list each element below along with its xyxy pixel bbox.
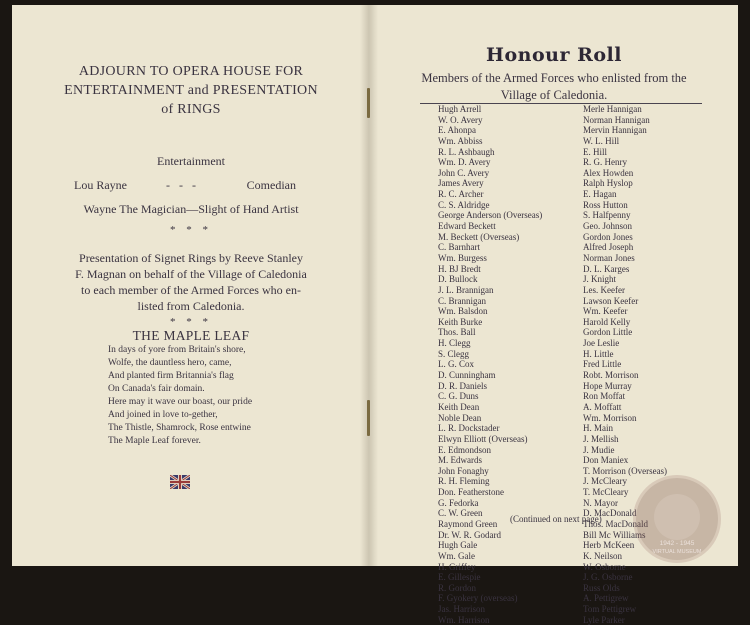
honour-roll-name: D. MacDonald [583,508,637,519]
heading-line: of RINGS [161,102,221,117]
paragraph-line: F. Magnan on behalf of the Village of Caledonia [75,267,307,281]
honour-roll-name: S. Halfpenny [583,210,631,221]
honour-roll-name: Jas. Harrison [438,604,485,615]
honour-roll-name: C. S. Aldridge [438,199,490,210]
honour-roll-name: Herb McKeen [583,540,635,551]
honour-roll-name: D. Bullock [438,274,478,285]
paragraph-line: to each member of the Armed Forces who en- [81,283,301,297]
honour-roll-name: Noble Dean [438,412,482,423]
poem-line: Wolfe, the dauntless hero, came, [108,358,232,368]
honour-roll-name: Alfred Joseph [583,242,634,253]
honour-roll-name: John Fonaghy [438,465,489,476]
union-jack-flag-icon [170,475,190,489]
honour-roll-name: M. Edwards [438,455,482,466]
honour-roll-name: Wm. D. Avery [438,157,491,168]
honour-roll-name: C. Brannigan [438,295,486,306]
honour-roll-name: M. Beckett (Overseas) [438,231,520,242]
honour-roll-name: T. McCleary [583,487,629,498]
honour-roll-name: Wm. Burgess [438,252,487,263]
paragraph-line: Presentation of Signet Rings by Reeve Stanley [79,251,303,265]
honour-roll-title: Honour Roll [486,44,622,66]
honour-roll-name: R. Gordon [438,582,476,593]
honour-roll-name: W. O. Avery [438,114,483,125]
honour-roll-name: A. Pettigrew [583,593,629,604]
program-dashes: - - - [166,178,196,192]
honour-roll-name: Russ Olds [583,582,620,593]
honour-roll-name: Raymond Green [438,518,498,529]
honour-roll-name: Ron Moffat [583,391,626,402]
honour-roll-name: Joe Leslie [583,338,620,349]
honour-roll-name: H. Griffey [438,561,476,572]
honour-roll-name: J. Mudie [583,444,615,455]
honour-roll-name: L. R. Dockstader [438,423,500,434]
honour-roll-name: Robt. Morrison [583,370,639,381]
honour-roll-name: S. Clegg [438,348,470,359]
poem-line: On Canada's fair domain. [108,384,205,394]
section-stars: * * * [170,224,212,236]
honour-roll-name: Gordon Little [583,327,633,338]
honour-roll-name: Don Maniex [583,455,629,466]
honour-roll-name: F. Gyokery (overseas) [438,593,518,604]
heading-line: ENTERTAINMENT and PRESENTATION [64,83,318,98]
honour-roll-name: J. Mellish [583,433,619,444]
subtitle-line: Village of Caledonia. [500,88,608,102]
performer-role: Comedian [246,178,296,192]
honour-roll-name: E. Edmondson [438,444,491,455]
poem-title: THE MAPLE LEAF [132,328,250,343]
honour-roll-name: Tom Pettigrew [583,604,637,615]
honour-roll-name: Keith Burke [438,316,483,327]
honour-roll-name: D. R. Daniels [438,380,487,391]
honour-roll-name: J. Knight [583,274,617,285]
honour-roll-name: Thos. Ball [438,327,476,338]
honour-roll-name: Alex Howden [583,167,634,178]
honour-roll-name: Geo. Johnson [583,221,632,232]
honour-roll-name: A. Moffatt [583,401,622,412]
poem-line: Here may it wave our boast, our pride [108,397,253,407]
honour-roll-name: R. L. Ashbaugh [438,146,495,157]
honour-roll-name: W. L. Hill [583,135,620,146]
honour-roll-name: Gordon Jones [583,231,633,242]
honour-roll-name: E. Ahonpa [438,125,476,136]
honour-roll-name: Lawson Keefer [583,295,639,306]
staple-bottom [367,400,370,436]
poem [108,344,252,448]
section-stars: * * * [170,316,212,328]
honour-roll-name: John C. Avery [438,167,490,178]
honour-roll-name: R. G. Henry [583,157,627,168]
honour-roll-name: E. Hagan [583,189,617,200]
honour-roll-name: H. BJ Bredt [438,263,481,274]
honour-roll-name: T. Morrison (Overseas) [583,465,668,476]
honour-roll-name: C. Barnhart [438,242,480,253]
honour-roll-name: Wm. Harrison [438,614,490,625]
honour-roll-name: Norman Jones [583,252,635,263]
heading-line: ADJOURN TO OPERA HOUSE FOR [78,64,304,79]
honour-roll-name: R. C. Archer [438,189,484,200]
honour-roll-name: Wm. Gale [438,550,475,561]
honour-roll-name: Wm. Abbiss [438,135,483,146]
program-row-lou-rayne [74,178,296,194]
watermark-museum: VIRTUAL MUSEUM [652,549,702,555]
honour-roll-name: Fred Little [583,359,622,370]
poem-line: And joined in love to-gether, [108,410,218,420]
honour-roll-name: H. Little [583,348,614,359]
honour-roll-name: Dr. W. R. Godard [438,529,501,540]
program-row-magician: Wayne The Magician—Slight of Hand Artist [83,202,299,216]
poem-line: The Maple Leaf forever. [108,436,201,446]
honour-roll-name: Mervin Hannigan [583,125,647,136]
honour-roll-name: Ralph Hyslop [583,178,633,189]
honour-roll-name: N. Mayor [583,497,618,508]
poem-line: And planted firm Britannia's flag [108,371,234,381]
subtitle-line: Members of the Armed Forces who enlisted from the [421,71,687,85]
parachute-icon [654,494,700,540]
honour-roll-name: James Avery [438,178,484,189]
honour-roll-name: Les. Keefer [583,284,625,295]
honour-roll-name: J. L. Brannigan [438,284,494,295]
honour-roll-name: Lyle Parker [583,614,625,625]
honour-roll-name: K. Neilson [583,550,622,561]
paragraph-line: listed from Caledonia. [137,299,245,313]
left-heading [12,62,370,119]
names-column-left [438,104,542,625]
entertainment-label: Entertainment [157,154,225,168]
honour-roll-name: George Anderson (Overseas) [438,210,543,221]
honour-roll-name: J. G. Osborne [583,572,633,583]
performer-name: Lou Rayne [74,178,127,192]
honour-roll-name: Wm. Morrison [583,412,637,423]
honour-roll-name: D. Cunningham [438,370,496,381]
honour-roll-name: Wm. Keefer [583,306,628,317]
presentation-paragraph [12,250,370,314]
honour-roll-name: R. H. Fleming [438,476,490,487]
honour-roll-name: Keith Dean [438,401,480,412]
honour-roll-name: Hope Murray [583,380,632,391]
honour-roll-subtitle [370,70,738,104]
honour-roll-name: L. G. Cox [438,359,474,370]
honour-roll-name: Merle Hannigan [583,104,642,114]
continued-note: (Continued on next page) [510,514,602,524]
watermark-years: 1942 - 1945 [659,540,695,547]
honour-roll-name: E. Gillespie [438,572,481,583]
honour-roll-name: C. W. Green [438,508,483,519]
honour-roll-name: Ross Hutton [583,199,628,210]
honour-roll-name: J. McCleary [583,476,627,487]
poem-line: The Thistle, Shamrock, Rose entwine [108,423,251,433]
honour-roll-name: Hugh Arrell [438,104,482,114]
honour-roll-name: Hugh Gale [438,540,478,551]
honour-roll-name: Elwyn Elliott (Overseas) [438,433,528,444]
honour-roll-name: G. Fedorka [438,497,479,508]
honour-roll-name: Wm. Balsdon [438,306,488,317]
honour-roll-name: H. Main [583,423,613,434]
honour-roll-name: E. Hill [583,146,607,157]
honour-roll-name: H. Clegg [438,338,471,349]
honour-roll-name: Edward Beckett [438,221,496,232]
honour-roll-name: Don. Featherstone [438,487,504,498]
honour-roll-name: D. L. Karges [583,263,630,274]
honour-roll-name: Bill Mc Williams [583,529,646,540]
honour-roll-name: W. Osborne [583,561,626,572]
honour-roll-name: Harold Kelly [583,316,631,327]
poem-line: In days of yore from Britain's shore, [108,345,246,355]
museum-watermark [636,478,718,560]
honour-roll-name: Norman Hannigan [583,114,650,125]
honour-roll-name: Thos. MacDonald [583,518,648,529]
honour-roll-name: C. G. Duns [438,391,479,402]
